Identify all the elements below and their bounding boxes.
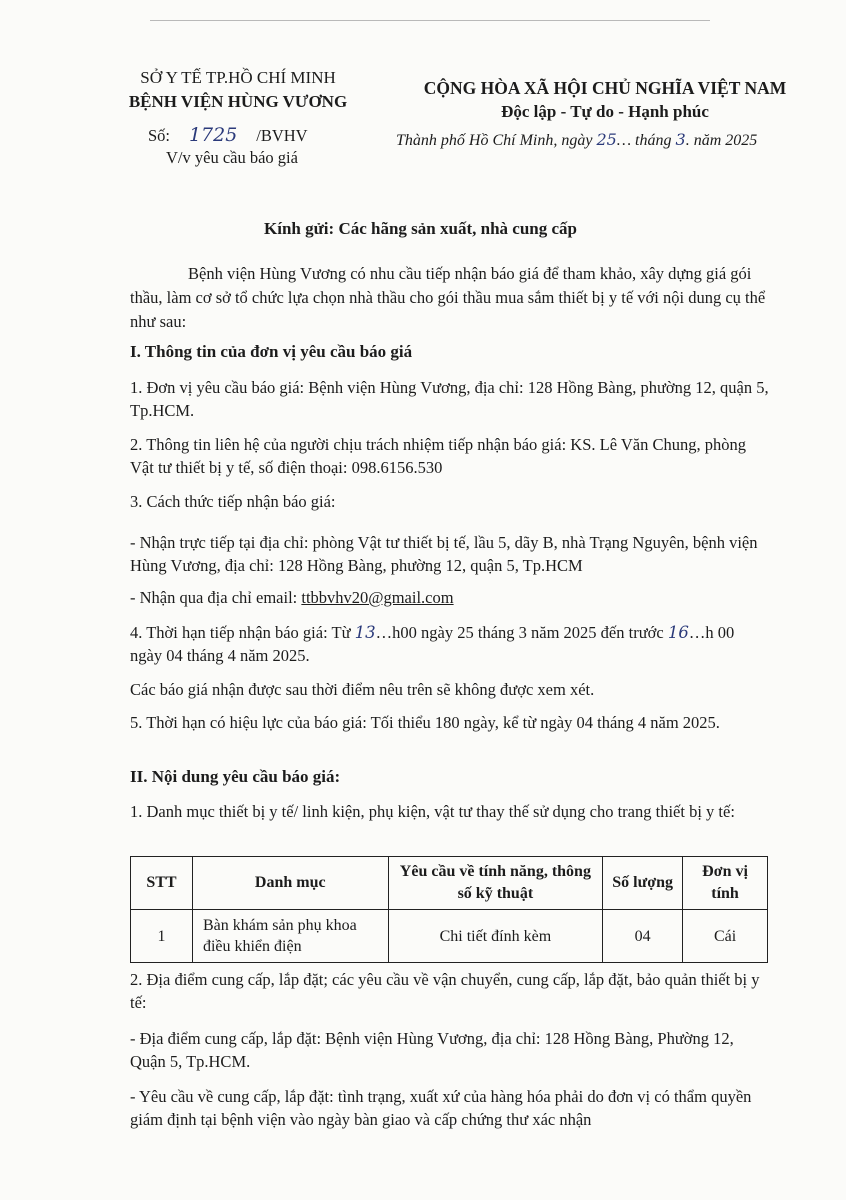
table-cell: Chi tiết đính kèm	[388, 910, 603, 963]
section2-item1: 1. Danh mục thiết bị y tế/ linh kiện, phụ kiện, vật tư thay thế sử dụng cho trang thiết bị y tế:	[130, 802, 735, 821]
equipment-table	[130, 856, 768, 963]
item4-text-3: …h 00 ngày 04 tháng 4 năm 2025.	[130, 623, 735, 665]
date-year: năm 2025	[693, 132, 758, 149]
number-handwritten: 1725	[188, 124, 238, 146]
section1-item5: 5. Thời hạn có hiệu lực của báo giá: Tối thiểu 180 ngày, kể từ ngày 04 tháng 4 năm 2025.	[130, 713, 720, 732]
date-month: 3	[675, 130, 686, 149]
email-link[interactable]: ttbbvhv20@gmail.com	[301, 588, 454, 607]
table-cell: Cái	[683, 910, 768, 963]
item4-handwritten-hour-1: 13	[354, 623, 376, 642]
section2-item2b: - Yêu cầu về cung cấp, lắp đặt: tình trạng, xuất xứ của hàng hóa phải do đơn vị có thẩm quyền giám định tại bệnh viện vào ngày bàn giao và cấp chứng thư xác nhận	[130, 1087, 752, 1129]
document-number	[148, 124, 308, 146]
table-cell: Bàn khám sản phụ khoa điều khiển điện	[192, 910, 388, 963]
section1-title: I. Thông tin của đơn vị yêu cầu báo giá	[130, 342, 413, 361]
document-date: Thành phố Hồ Chí Minh, ngày 25… tháng 3. năm 2025	[396, 130, 758, 149]
section1-item2: 2. Thông tin liên hệ của người chịu trách nhiệm tiếp nhận báo giá: KS. Lê Văn Chung, phòng Vật tư thiết bị y tế, số điện thoại: 098.6156.530	[130, 435, 746, 477]
email-label: - Nhận qua địa chỉ email:	[130, 588, 298, 607]
item4-text-1: 4. Thời hạn tiếp nhận báo giá: Từ	[130, 623, 351, 642]
table-row	[131, 910, 768, 963]
number-suffix: /BVHV	[256, 126, 308, 145]
table-header-cell: Yêu cầu về tính năng, thông số kỹ thuật	[388, 857, 603, 910]
table-header-cell: Số lượng	[603, 857, 683, 910]
section2-item2: 2. Địa điểm cung cấp, lắp đặt; các yêu cầu về vận chuyển, cung cấp, lắp đặt, bảo quản thiết bị y tế:	[130, 970, 760, 1012]
country-name: CỘNG HÒA XÃ HỘI CHỦ NGHĨA VIỆT NAM	[423, 78, 787, 98]
scan-edge-line	[150, 20, 710, 21]
national-motto: Độc lập - Tự do - Hạnh phúc	[501, 102, 709, 121]
section1-item4	[130, 621, 770, 667]
table-header-row	[131, 857, 768, 910]
table-cell: 1	[131, 910, 193, 963]
header-left	[108, 66, 368, 114]
section1-item3b	[130, 586, 770, 609]
number-prefix: Số:	[148, 126, 171, 145]
date-month-label: tháng	[635, 132, 672, 149]
table-header-cell: Danh mục	[192, 857, 388, 910]
section1-item3a: - Nhận trực tiếp tại địa chỉ: phòng Vật tư thiết bị tế, lầu 5, dãy B, nhà Trạng Nguyên, bệnh viện Hùng Vương, địa chỉ: 128 Hồng Bàng, phường 12, quận 5, Tp.HCM	[130, 533, 758, 575]
document-subject: V/v yêu cầu báo giá	[166, 148, 298, 167]
item4-text-2: …h00 ngày 25 tháng 3 năm 2025 đến trước	[375, 623, 664, 642]
table-header-cell: Đơn vị tính	[683, 857, 768, 910]
department-name: SỞ Y TẾ TP.HỒ CHÍ MINH	[140, 68, 336, 87]
intro-paragraph: Bệnh viện Hùng Vương có nhu cầu tiếp nhận báo giá để tham khảo, xây dựng giá gói thầu, làm cơ sở tổ chức lựa chọn nhà thầu cho gói thầu mua sắm thiết bị y tế với nội dung cụ thể như sau:	[130, 264, 766, 331]
header-right	[395, 76, 815, 124]
section2-title: II. Nội dung yêu cầu báo giá:	[130, 767, 341, 786]
hospital-name: BỆNH VIỆN HÙNG VƯƠNG	[128, 92, 348, 111]
table-cell: 04	[603, 910, 683, 963]
section1-item1: 1. Đơn vị yêu cầu báo giá: Bệnh viện Hùng Vương, địa chỉ: 128 Hồng Bàng, phường 12, quận 5, Tp.HCM.	[130, 378, 769, 420]
section1-item3: 3. Cách thức tiếp nhận báo giá:	[130, 492, 336, 511]
item4-handwritten-hour-2: 16	[667, 623, 689, 642]
section2-item2a: - Địa điểm cung cấp, lắp đặt: Bệnh viện Hùng Vương, địa chỉ: 128 Hồng Bàng, Phường 12, Quận 5, Tp.HCM.	[130, 1029, 734, 1071]
section1-note: Các báo giá nhận được sau thời điểm nêu trên sẽ không được xem xét.	[130, 680, 595, 699]
recipient-line: Kính gửi: Các hãng sản xuất, nhà cung cấp	[264, 219, 577, 238]
table-header-cell: STT	[131, 857, 193, 910]
date-day: 25	[596, 130, 617, 149]
date-prefix: Thành phố Hồ Chí Minh, ngày	[396, 132, 593, 149]
